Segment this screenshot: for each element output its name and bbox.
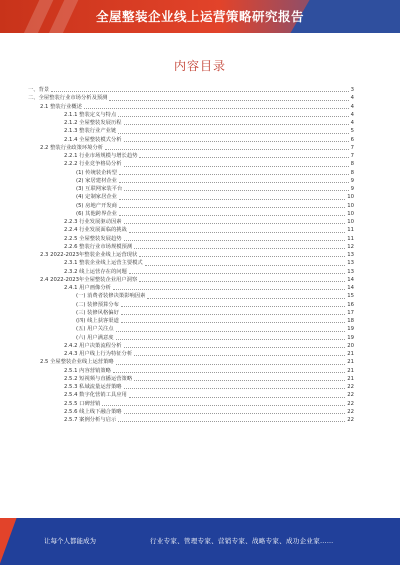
- header-banner: [0, 0, 400, 33]
- toc-entry[interactable]: [28, 210, 354, 218]
- toc-entry[interactable]: [28, 94, 354, 102]
- toc-entry-page: 11: [347, 235, 354, 242]
- toc-entry-page: 6: [350, 136, 354, 143]
- toc-entry-label: 2.2 整装行业政策环境分析: [40, 144, 104, 151]
- toc-leader-dots: [129, 397, 345, 398]
- toc-leader-dots: [121, 314, 345, 315]
- toc-leader-dots: [124, 166, 349, 167]
- toc-leader-dots: [105, 149, 349, 150]
- toc-entry-label: 2.4.1 用户画像分析: [64, 285, 111, 291]
- toc-leader-dots: [119, 207, 345, 208]
- toc-entry[interactable]: [28, 103, 354, 111]
- toc-leader-dots: [109, 100, 348, 101]
- toc-entry-page: 13: [347, 252, 354, 258]
- toc-entry[interactable]: [28, 119, 354, 127]
- toc-entry[interactable]: [28, 367, 354, 375]
- toc-entry[interactable]: [28, 152, 354, 160]
- toc-entry[interactable]: [28, 136, 354, 144]
- toc-entry-label: 2.1 整装行业概述: [40, 103, 82, 110]
- toc-entry-page: 14: [347, 285, 354, 291]
- toc-entry-page: 10: [347, 202, 354, 209]
- toc-entry-label: (5) 房地产开发商: [76, 202, 117, 209]
- toc-entry-label: 2.5 全屋整装企业线上运营策略: [40, 359, 114, 366]
- footer-roles: 行业专家、管理专家、营销专家、战略专家、成功企业家……: [150, 537, 334, 545]
- toc-entry[interactable]: [28, 169, 354, 177]
- toc-leader-dots: [121, 322, 345, 323]
- toc-leader-dots: [119, 174, 349, 175]
- toc-entry-label: 二、全屋整装行业市场分析及预测: [28, 95, 108, 102]
- toc-entry-label: 2.4.3 用户线上行为特征分析: [64, 351, 133, 357]
- toc-leader-dots: [124, 141, 349, 142]
- toc-leader-dots: [124, 124, 349, 125]
- report-title: 全屋整装企业线上运营策略研究报告: [95, 9, 304, 24]
- toc-heading: 内容目录: [173, 59, 226, 73]
- toc-entry-label: 2.4 2022-2023年全屋整装企业用户洞察: [40, 276, 138, 283]
- toc-entry-page: 13: [347, 268, 354, 275]
- toc-entry-label: 2.5.3 私域流量运营策略: [64, 384, 122, 390]
- toc-leader-dots: [116, 331, 346, 332]
- toc-entry[interactable]: [28, 276, 354, 284]
- toc-entry-label: (4) 定制家居企业: [76, 194, 117, 201]
- toc-entry-page: 22: [347, 417, 354, 423]
- toc-leader-dots: [102, 405, 345, 406]
- toc-entry-label: 2.5.6 线上线下融合策略: [64, 408, 122, 415]
- toc-leader-dots: [119, 215, 345, 216]
- toc-leader-dots: [145, 265, 346, 266]
- toc-entry-label: 2.5.5 口碑营销: [64, 400, 101, 407]
- toc-entry-label: (二) 装修预算分布: [76, 301, 119, 308]
- toc-entry[interactable]: [28, 350, 354, 358]
- toc-leader-dots: [118, 421, 345, 422]
- toc-entry-label: 2.2.2 行业竞争格局分析: [64, 161, 122, 168]
- toc-entry-label: (6) 其他跨界企业: [76, 210, 117, 217]
- toc-entry-label: (三) 装修风格偏好: [76, 309, 119, 316]
- toc-entry[interactable]: [28, 309, 354, 317]
- toc-entry-page: 13: [347, 260, 354, 267]
- toc-leader-dots: [139, 281, 345, 282]
- toc-entry[interactable]: [28, 317, 354, 325]
- toc-entry-label: (2) 家居建材企业: [76, 177, 117, 184]
- toc-leader-dots: [134, 248, 345, 249]
- toc-leader-dots: [124, 388, 346, 389]
- toc-entry[interactable]: [28, 177, 354, 185]
- toc-entry[interactable]: [28, 86, 354, 94]
- toc-entry-label: (3) 互联网家装平台: [76, 186, 123, 192]
- toc-entry[interactable]: [28, 185, 354, 193]
- toc-entry-label: 2.5.1 内容营销策略: [64, 367, 111, 374]
- toc-entry[interactable]: [28, 358, 354, 366]
- toc-entry[interactable]: [28, 259, 354, 267]
- toc-entry-page: 20: [347, 342, 354, 349]
- toc-leader-dots: [51, 91, 348, 92]
- toc-entry-page: 22: [347, 400, 354, 407]
- toc-entry[interactable]: [28, 127, 354, 135]
- footer-slogan: 让每个人都能成为: [44, 537, 96, 545]
- toc-entry-page: 19: [347, 326, 354, 333]
- toc-entry-page: 14: [347, 276, 354, 283]
- toc-entry-label: (五) 用户关注点: [76, 326, 114, 333]
- toc-entry-label: 2.1.2 全屋整装发展历程: [64, 120, 122, 126]
- toc-leader-dots: [116, 339, 346, 340]
- toc-entry-page: 7: [350, 153, 354, 159]
- toc-entry-label: 2.2.5 全屋整装发展趋势: [64, 235, 122, 242]
- toc-entry[interactable]: [28, 226, 354, 234]
- toc-leader-dots: [113, 372, 345, 373]
- toc-entry-page: 4: [350, 103, 354, 110]
- toc-entry[interactable]: [28, 292, 354, 300]
- toc-entry[interactable]: [28, 301, 354, 309]
- toc-leader-dots: [116, 364, 346, 365]
- toc-entry-page: 16: [347, 301, 354, 308]
- toc-entry[interactable]: [28, 243, 354, 251]
- toc-entry-page: 21: [347, 359, 354, 366]
- toc-entry[interactable]: [28, 400, 354, 408]
- toc-entry-label: 2.3.1 整装企业线上运营主要模式: [64, 260, 143, 267]
- footer-accent: [0, 518, 17, 565]
- toc-entry[interactable]: [28, 144, 354, 152]
- toc-entry[interactable]: [28, 383, 354, 391]
- toc-entry-label: (1) 传统装企转型: [76, 169, 117, 176]
- table-of-contents: [28, 86, 354, 516]
- footer-banner: [0, 518, 400, 565]
- toc-entry-page: 15: [347, 293, 354, 300]
- toc-entry-page: 12: [347, 243, 354, 250]
- toc-entry-page: 17: [347, 309, 354, 316]
- toc-leader-dots: [113, 289, 345, 290]
- toc-entry-label: (四) 线上获客渠道: [76, 318, 119, 324]
- toc-entry-page: 8: [350, 169, 354, 176]
- toc-entry-page: 19: [347, 334, 354, 341]
- toc-entry-page: 5: [350, 128, 354, 135]
- toc-entry[interactable]: [28, 202, 354, 210]
- toc-entry[interactable]: [28, 375, 354, 383]
- toc-entry-page: 10: [347, 194, 354, 201]
- toc-entry[interactable]: [28, 268, 354, 276]
- toc-entry-page: 22: [347, 408, 354, 415]
- toc-entry[interactable]: [28, 391, 354, 399]
- toc-entry-label: 2.5.7 案例分析与启示: [64, 417, 117, 423]
- toc-entry[interactable]: [28, 235, 354, 243]
- toc-leader-dots: [118, 116, 348, 117]
- toc-entry-page: 9: [350, 186, 354, 192]
- toc-entry-label: 2.5.4 数字化营销工具应用: [64, 392, 127, 399]
- toc-entry[interactable]: [28, 342, 354, 350]
- toc-entry-page: 10: [347, 210, 354, 217]
- toc-entry-label: (一) 消费者装修决策影响因素: [76, 293, 146, 300]
- toc-leader-dots: [121, 306, 345, 307]
- toc-leader-dots: [124, 190, 348, 191]
- toc-entry-page: 7: [350, 144, 354, 151]
- toc-leader-dots: [119, 199, 345, 200]
- toc-entry[interactable]: [28, 111, 354, 119]
- toc-entry[interactable]: [28, 334, 354, 342]
- toc-entry-page: 4: [350, 111, 354, 118]
- toc-entry-label: 2.5.2 短视频与直播运营策略: [64, 375, 133, 382]
- toc-entry-page: 21: [347, 351, 354, 357]
- toc-entry-page: 4: [350, 95, 354, 102]
- toc-leader-dots: [119, 182, 349, 183]
- toc-leader-dots: [147, 298, 345, 299]
- toc-entry-page: 21: [347, 367, 354, 374]
- toc-entry-label: 2.1.4 全屋整装模式分析: [64, 136, 122, 143]
- toc-entry-label: 2.3 2022-2023年整装企业线上运营现状: [40, 252, 138, 258]
- toc-entry-page: 21: [347, 375, 354, 382]
- toc-entry[interactable]: [28, 416, 354, 424]
- toc-leader-dots: [139, 256, 345, 257]
- toc-entry-page: 11: [347, 227, 354, 234]
- toc-entry-label: 2.2.3 行业发展驱动因素: [64, 219, 122, 225]
- toc-entry-label: 2.3.2 线上运营存在的问题: [64, 268, 127, 275]
- toc-leader-dots: [124, 240, 346, 241]
- toc-entry-page: 22: [347, 384, 354, 390]
- toc-leader-dots: [118, 133, 348, 134]
- toc-entry-label: 2.4.2 用户决策流程分析: [64, 342, 122, 349]
- toc-entry-page: 18: [347, 318, 354, 324]
- toc-leader-dots: [134, 380, 345, 381]
- toc-leader-dots: [129, 232, 345, 233]
- toc-entry-page: 9: [350, 177, 354, 184]
- toc-entry-page: 22: [347, 392, 354, 399]
- toc-entry-page: 10: [347, 219, 354, 225]
- toc-leader-dots: [124, 413, 346, 414]
- toc-entry[interactable]: [28, 193, 354, 201]
- toc-entry-label: 2.2.4 行业发展面临的挑战: [64, 227, 127, 234]
- toc-entry[interactable]: [28, 325, 354, 333]
- toc-entry[interactable]: [28, 251, 354, 259]
- toc-entry[interactable]: [28, 408, 354, 416]
- toc-entry-label: 2.2.1 行业市场规模与增长趋势: [64, 153, 138, 159]
- toc-entry-label: 2.2.6 整装行业市场规模预测: [64, 243, 133, 250]
- toc-entry-page: 4: [350, 120, 354, 126]
- toc-entry[interactable]: [28, 284, 354, 292]
- toc-entry-label: 2.1.1 整装定义与特点: [64, 111, 117, 118]
- toc-entry-label: (六) 用户满意度: [76, 334, 114, 341]
- toc-entry[interactable]: [28, 218, 354, 226]
- toc-leader-dots: [124, 347, 346, 348]
- toc-entry-label: 2.1.3 整装行业产业链: [64, 128, 117, 135]
- toc-leader-dots: [84, 108, 349, 109]
- toc-entry-label: 一、背景: [28, 87, 50, 93]
- toc-leader-dots: [124, 223, 346, 224]
- toc-leader-dots: [134, 355, 345, 356]
- toc-entry-page: 8: [350, 161, 354, 168]
- toc-entry-page: 3: [350, 87, 354, 93]
- toc-entry[interactable]: [28, 160, 354, 168]
- toc-leader-dots: [129, 273, 345, 274]
- toc-leader-dots: [139, 157, 348, 158]
